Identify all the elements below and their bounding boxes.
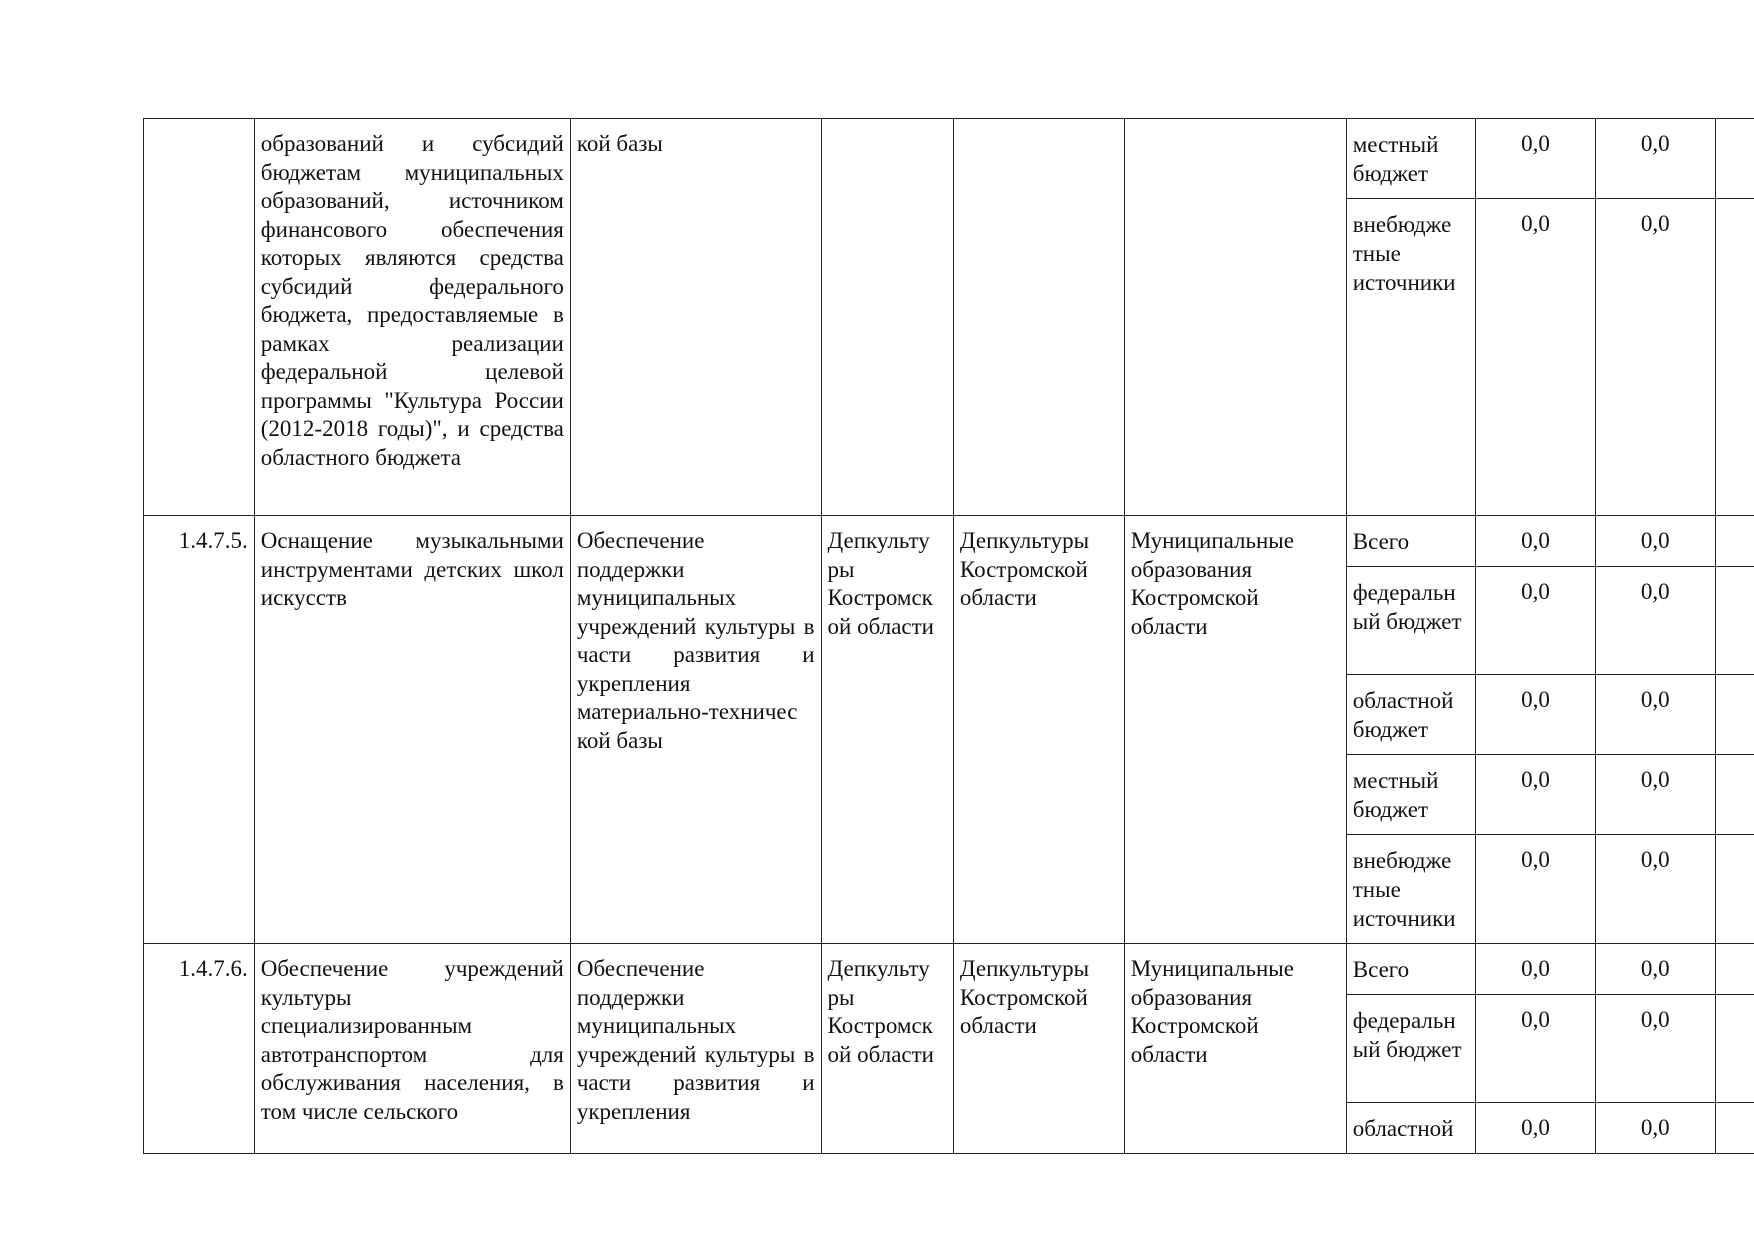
value-cell: 0,0	[1476, 944, 1596, 995]
row-number-cell: 1.4.7.5.	[144, 516, 255, 944]
table-row	[144, 119, 1754, 199]
description-cell: Обеспечение учреждений культуры специализированным автотранспортом для обслуживания населения, в том числе сельского	[254, 944, 570, 1154]
table-row	[144, 516, 1754, 567]
funding-source-cell: внебюдже тные источники	[1346, 199, 1475, 516]
value-cell: 0,0	[1476, 516, 1596, 567]
participants-cell	[1124, 119, 1346, 516]
purpose-cell: Обеспечение поддержки муниципальных учреждений культуры в части развития и укрепления	[570, 944, 821, 1154]
cut-off-cell	[1715, 1103, 1754, 1154]
participants-cell: Муниципальные образования Костромской области	[1124, 516, 1346, 944]
value-cell: 0,0	[1476, 995, 1596, 1103]
purpose-cell: Обеспечение поддержки муниципальных учреждений культуры в части развития и укрепления материально-техничес кой базы	[570, 516, 821, 944]
cut-off-cell	[1715, 516, 1754, 567]
value-cell: 0,0	[1476, 675, 1596, 755]
cut-off-cell	[1715, 119, 1754, 199]
description-cell: образований и субсидий бюджетам муниципальных образований, источником финансового обеспечения которых являются средства субсидий федерального бюджета, предоставляемые в рамках реализации федеральной целевой программы "Культура России (2012-2018 годы)", и средства областного бюджета	[254, 119, 570, 516]
funding-source-cell: областной	[1346, 1103, 1475, 1154]
value-cell: 0,0	[1595, 119, 1715, 199]
coexecutor-cell	[953, 119, 1124, 516]
row-number-cell	[144, 119, 255, 516]
responsible-cell: Депкульту ры Костромск ой области	[821, 516, 953, 944]
value-cell: 0,0	[1476, 835, 1596, 944]
responsible-cell	[821, 119, 953, 516]
cut-off-cell	[1715, 995, 1754, 1103]
funding-source-cell: федеральн ый бюджет	[1346, 567, 1475, 675]
value-cell: 0,0	[1595, 199, 1715, 516]
table-row	[144, 944, 1754, 995]
cut-off-cell	[1715, 199, 1754, 516]
coexecutor-cell: Депкультуры Костромской области	[953, 944, 1124, 1154]
value-cell: 0,0	[1476, 567, 1596, 675]
value-cell: 0,0	[1476, 755, 1596, 835]
funding-source-cell: федеральн ый бюджет	[1346, 995, 1475, 1103]
value-cell: 0,0	[1595, 835, 1715, 944]
coexecutor-cell: Депкультуры Костромской области	[953, 516, 1124, 944]
value-cell: 0,0	[1476, 199, 1596, 516]
funding-source-cell: Всего	[1346, 944, 1475, 995]
row-number-cell: 1.4.7.6.	[144, 944, 255, 1154]
cut-off-cell	[1715, 755, 1754, 835]
cut-off-cell	[1715, 567, 1754, 675]
value-cell: 0,0	[1595, 567, 1715, 675]
value-cell: 0,0	[1595, 944, 1715, 995]
funding-source-cell: местный бюджет	[1346, 755, 1475, 835]
funding-source-cell: Всего	[1346, 516, 1475, 567]
funding-source-cell: внебюдже тные источники	[1346, 835, 1475, 944]
cut-off-cell	[1715, 944, 1754, 995]
cut-off-cell	[1715, 675, 1754, 755]
participants-cell: Муниципальные образования Костромской области	[1124, 944, 1346, 1154]
value-cell: 0,0	[1476, 119, 1596, 199]
value-cell: 0,0	[1595, 1103, 1715, 1154]
funding-source-cell: местный бюджет	[1346, 119, 1475, 199]
value-cell: 0,0	[1476, 1103, 1596, 1154]
responsible-cell: Депкульту ры Костромск ой области	[821, 944, 953, 1154]
program-table	[143, 118, 1754, 1154]
cut-off-cell	[1715, 835, 1754, 944]
purpose-cell: кой базы	[570, 119, 821, 516]
funding-source-cell: областной бюджет	[1346, 675, 1475, 755]
value-cell: 0,0	[1595, 675, 1715, 755]
value-cell: 0,0	[1595, 516, 1715, 567]
value-cell: 0,0	[1595, 995, 1715, 1103]
value-cell: 0,0	[1595, 755, 1715, 835]
description-cell: Оснащение музыкальными инструментами детских школ искусств	[254, 516, 570, 944]
